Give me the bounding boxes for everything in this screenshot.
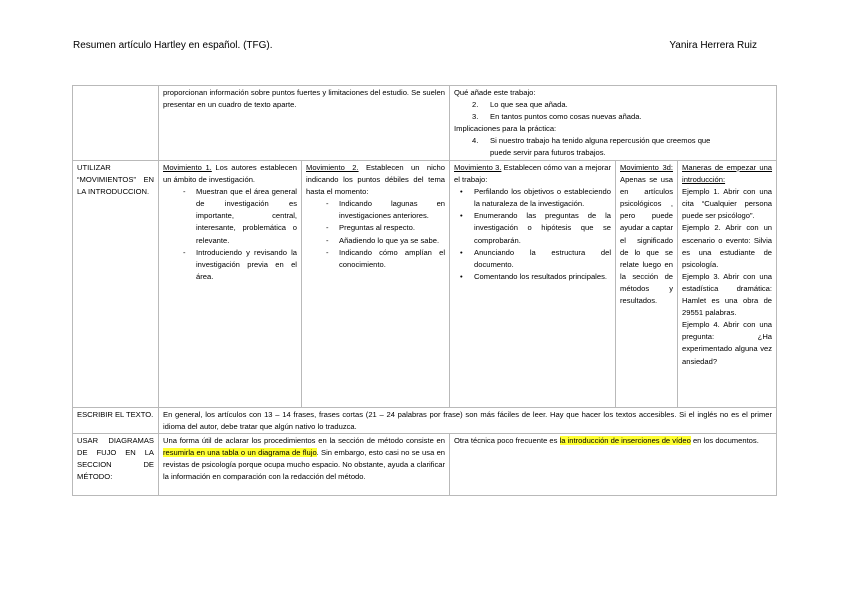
ways-to-start-cell [678,161,777,408]
list-item-continuation: puede servir para futuros trabajos. [490,148,606,158]
numbered-list [454,135,772,147]
list-item: - Muestran que el área general de investigación es importante, central, interesante, problemática o relevante. [183,186,297,246]
list-item: Ejemplo 2. Abrir con un escenario o evento: Silvia es una estudiante de psicología. [682,223,773,269]
row-label-cell [73,408,159,434]
text-cell [159,408,777,434]
list-item: Ejemplo 3. Abrir con una estadística dramática: Hamlet es una obra de 29551 palabras. [682,271,773,318]
summary-table [72,85,777,496]
text-cell: Una forma útil de aclarar los procedimientos en la sección de método consiste en resumirla en una tabla o un diagrama de flujo. Sin embargo, esto casi no se usa en revistas de psicología porque ocupa mucho espacio. No obstante, ayuda a clarificar la información en comparación con la redacción del método. [159,434,450,496]
bullet-list [306,198,445,271]
list-item: - Indicando lagunas en investigaciones anteriores. [326,198,445,222]
list-item: 4. Si nuestro trabajo ha tenido alguna repercusión que creemos que [472,136,711,146]
movement-2-heading: Movimiento 2. [306,163,359,172]
movement-2-cell: Movimiento 2. Establecen un nicho indicando los puntos débiles del tema hasta el momento: - Indicando lagunas en investigaciones anteriores. - Preguntas al respecto. - Añadiendo lo que ya se sabe. - Indicando cómo amplían el conocimiento. [302,161,450,408]
list-item: 3. En tantos puntos como cosas nuevas añada. [472,112,642,122]
movement-3d-cell: Movimiento 3d: Apenas se usa en artículos psicológicos , pero puede ayudar a captar el significado de lo que se relate luego en la sección de métodos y resultados. [616,161,678,408]
row-label: USAR DIAGRAMAS DE FUJO EN LA SECCION DE MÉTODO: [77,436,154,482]
bullet-list [454,186,611,283]
cell-text: proporcionan información sobre puntos fuertes y limitaciones del estudio. Se suelen presentar en un cuadro de texto aparte. [163,88,446,110]
row-label: UTILIZAR “MOVIMIENTOS” EN LA INTRODUCCION. [77,163,154,197]
row-label-cell [73,434,159,496]
list-item: Ejemplo 4. Abrir con una pregunta: ¿Ha experimentado alguna vez ansiedad? [682,320,773,366]
movement-1-cell: Movimiento 1. Los autores establecen un ámbito de investigación. - Muestran que el área general de investigación es importante, central, interesante, problemática o relevante. - Introduciendo y revisando la investigación previa en el área. [159,161,302,408]
ways-heading: Maneras de empezar una introducción: [682,163,773,185]
numbered-list [454,99,772,123]
movement-3-cell: Movimiento 3. Establecen cómo van a mejorar el trabajo: • Perfilando los objetivos o estableciendo la naturaleza de la investigación. • Enumerando las preguntas de la investigación o hipótesis que se comprobarán. • Anunciando la estructura del documento. • Comentando los resultados principales. [450,161,616,408]
bullet-list [163,186,297,283]
list-item: • Anunciando la estructura del documento. [460,247,611,271]
row-label: ESCRIBIR EL TEXTO. [77,410,154,419]
cell-heading: Implicaciones para la práctica: [454,124,557,134]
table-row [73,408,777,434]
row-label-cell [73,161,159,408]
list-item: • Enumerando las preguntas de la investigación o hipótesis que se comprobarán. [460,210,611,246]
list-item: Ejemplo 1. Abrir con una cita “Cualquier persona puede ser psicólogo”. [682,187,773,221]
list-item: 2. Lo que sea que añada. [472,100,568,110]
highlighted-text: resumirla en una tabla o un diagrama de flujo [163,448,317,458]
movement-3d-heading: Movimiento 3d: [620,163,674,172]
table-row [73,161,777,408]
table-row [73,434,777,496]
list-item: - Indicando cómo amplían el conocimiento. [326,247,445,271]
cell-heading: Qué añade este trabajo: [454,88,536,97]
table-row [73,86,777,161]
text-cell [159,86,450,161]
list-item: - Añadiendo lo que ya se sabe. [326,235,445,247]
movement-3-heading: Movimiento 3. [454,163,502,172]
list-item: - Introduciendo y revisando la investigación previa en el área. [183,247,297,283]
highlighted-text: la introducción de inserciones de vídeo [559,436,691,446]
document-header-title: Resumen artículo Hartley en español. (TFG). [73,40,273,51]
cell-text: En general, los artículos con 13 – 14 frases, frases cortas (21 – 24 palabras por frase) son más fáciles de leer. Hay que hacer los textos accesibles. Si el inglés no es el primer idioma del autor, debe tratar que algún nativo lo traduzca. [163,410,773,432]
list-item: - Preguntas al respecto. [326,222,445,234]
document-header-author: Yanira Herrera Ruiz [669,40,757,51]
list-item: • Perfilando los objetivos o estableciendo la naturaleza de la investigación. [460,186,611,210]
text-cell: Otra técnica poco frecuente es la introducción de inserciones de vídeo en los documentos. [450,434,777,496]
row-label-cell [73,86,159,161]
movement-1-heading: Movimiento 1. [163,163,212,172]
list-item: • Comentando los resultados principales. [460,271,611,283]
text-cell [450,86,777,161]
